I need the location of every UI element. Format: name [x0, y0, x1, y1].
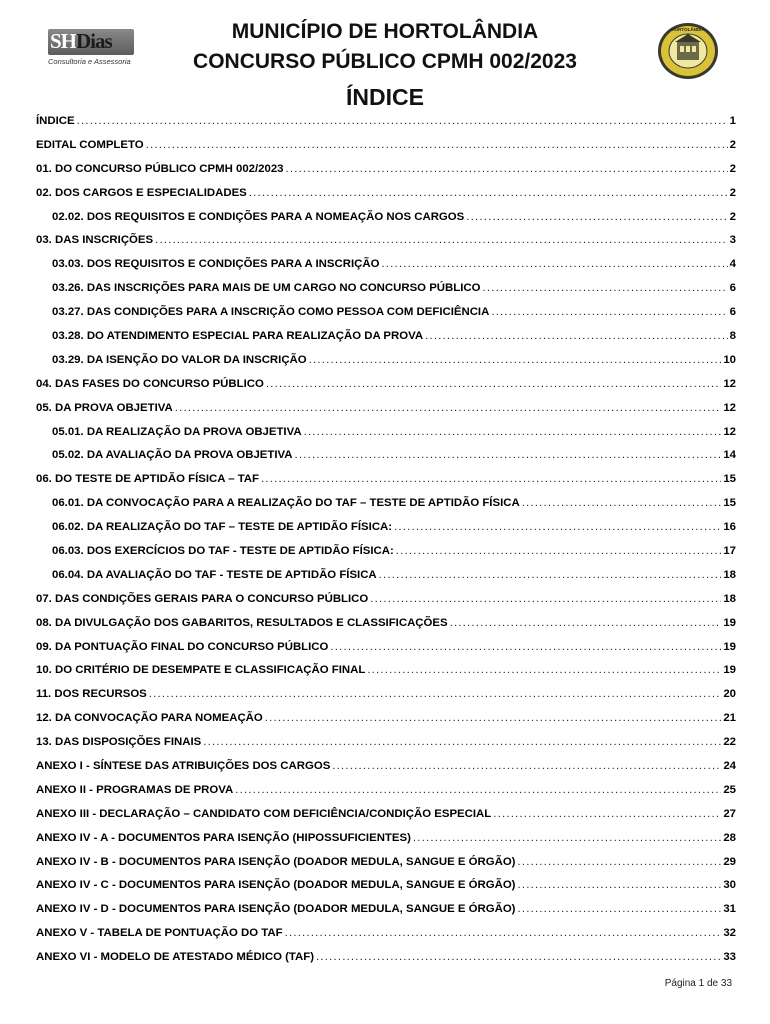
toc-entry[interactable] [36, 658, 736, 682]
toc-entry-label: ANEXO V - TABELA DE PONTUAÇÃO DO TAF [36, 927, 283, 940]
toc-entry-label: ÍNDICE [36, 114, 75, 127]
toc-dot-leader [316, 951, 721, 963]
toc-entry-label: 03. DAS INSCRIÇÕES [36, 234, 154, 247]
toc-entry-label: ANEXO VI - MODELO DE ATESTADO MÉDICO (TAF) [36, 951, 315, 964]
toc-entry-label: 01. DO CONCURSO PÚBLICO CPMH 002/2023 [36, 162, 284, 175]
toc-entry[interactable] [36, 778, 736, 802]
toc-entry[interactable] [36, 443, 736, 467]
table-of-contents [36, 109, 736, 969]
toc-entry[interactable] [36, 921, 736, 945]
toc-entry-page: 31 [723, 903, 736, 916]
seal-text: HORTOLÂNDIA [671, 27, 705, 32]
toc-entry[interactable] [36, 467, 736, 491]
toc-entry[interactable] [36, 635, 736, 659]
toc-entry[interactable] [36, 515, 736, 539]
toc-dot-leader [309, 354, 722, 366]
page-header [0, 0, 770, 120]
toc-entry-label: ANEXO IV - D - DOCUMENTOS PARA ISENÇÃO (DOADOR MEDULA, SANGUE E ÓRGÃO) [36, 903, 516, 916]
toc-dot-leader [482, 282, 727, 294]
toc-entry-label: 03.29. DA ISENÇÃO DO VALOR DA INSCRIÇÃO [52, 353, 307, 366]
page-number: Página 1 de 33 [664, 978, 732, 989]
toc-entry-label: 03.03. DOS REQUISITOS E CONDIÇÕES PARA A INSCRIÇÃO [52, 258, 380, 271]
toc-entry[interactable] [36, 945, 736, 969]
toc-dot-leader [146, 139, 728, 151]
toc-dot-leader [304, 426, 722, 438]
toc-dot-leader [517, 856, 721, 868]
toc-entry[interactable] [36, 372, 736, 396]
toc-dot-leader [379, 569, 722, 581]
toc-entry-label: 08. DA DIVULGAÇÃO DOS GABARITOS, RESULTADOS E CLASSIFICAÇÕES [36, 616, 448, 629]
toc-entry-page: 15 [723, 497, 736, 510]
toc-entry-page: 30 [723, 879, 736, 892]
toc-entry-label: 06.01. DA CONVOCAÇÃO PARA A REALIZAÇÃO DO TAF – TESTE DE APTIDÃO FÍSICA [52, 497, 520, 510]
toc-entry-label: 09. DA PONTUAÇÃO FINAL DO CONCURSO PÚBLICO [36, 640, 329, 653]
toc-entry-page: 29 [723, 855, 736, 868]
toc-entry-page: 14 [723, 449, 736, 462]
toc-dot-leader [285, 927, 722, 939]
toc-entry-label: 06.03. DOS EXERCÍCIOS DO TAF - TESTE DE APTIDÃO FÍSICA: [52, 544, 394, 557]
toc-entry[interactable] [36, 276, 736, 300]
toc-entry-label: ANEXO IV - C - DOCUMENTOS PARA ISENÇÃO (DOADOR MEDULA, SANGUE E ÓRGÃO) [36, 879, 516, 892]
toc-entry[interactable] [36, 157, 736, 181]
toc-entry[interactable] [36, 587, 736, 611]
toc-entry-label: ANEXO IV - B - DOCUMENTOS PARA ISENÇÃO (DOADOR MEDULA, SANGUE E ÓRGÃO) [36, 855, 516, 868]
toc-dot-leader [295, 449, 722, 461]
toc-entry-label: ANEXO III - DECLARAÇÃO – CANDIDATO COM DEFICIÊNCIA/CONDIÇÃO ESPECIAL [36, 807, 492, 820]
toc-dot-leader [330, 641, 721, 653]
toc-entry[interactable] [36, 897, 736, 921]
toc-entry[interactable] [36, 181, 736, 205]
toc-entry-label: 05. DA PROVA OBJETIVA [36, 401, 173, 414]
toc-entry-page: 12 [723, 401, 736, 414]
toc-dot-leader [381, 258, 727, 270]
toc-dot-leader [396, 545, 722, 557]
toc-entry[interactable] [36, 133, 736, 157]
toc-dot-leader [522, 497, 722, 509]
toc-dot-leader [367, 664, 721, 676]
toc-entry[interactable] [36, 802, 736, 826]
document-title-municipality: MUNICÍPIO DE HORTOLÂNDIA [231, 20, 539, 43]
toc-entry-label: 12. DA CONVOCAÇÃO PARA NOMEAÇÃO [36, 712, 263, 725]
toc-entry-label: EDITAL COMPLETO [36, 138, 144, 151]
toc-entry[interactable] [36, 252, 736, 276]
toc-entry[interactable] [36, 563, 736, 587]
toc-entry[interactable] [36, 396, 736, 420]
toc-entry[interactable] [36, 754, 736, 778]
toc-entry[interactable] [36, 109, 736, 133]
toc-entry-page: 33 [723, 951, 736, 964]
toc-dot-leader [175, 402, 722, 414]
toc-entry[interactable] [36, 706, 736, 730]
toc-entry-page: 8 [729, 329, 736, 342]
toc-dot-leader [155, 234, 728, 246]
toc-entry-page: 25 [723, 783, 736, 796]
toc-entry-page: 19 [723, 664, 736, 677]
toc-dot-leader [466, 211, 727, 223]
toc-dot-leader [425, 330, 728, 342]
toc-dot-leader [491, 306, 727, 318]
toc-entry-label: 06.02. DA REALIZAÇÃO DO TAF – TESTE DE APTIDÃO FÍSICA: [52, 521, 393, 534]
logo-tagline: Consultoria e Assessoria [48, 57, 131, 66]
toc-entry-page: 2 [729, 162, 736, 175]
toc-entry-label: 04. DAS FASES DO CONCURSO PÚBLICO [36, 377, 264, 390]
toc-entry-page: 1 [729, 114, 736, 127]
toc-entry-page: 22 [723, 736, 736, 749]
logo-wordmark: SHDias [50, 29, 112, 53]
toc-entry[interactable] [36, 611, 736, 635]
toc-entry[interactable] [36, 491, 736, 515]
toc-entry-page: 10 [723, 353, 736, 366]
toc-dot-leader [286, 163, 728, 175]
toc-dot-leader [450, 617, 722, 629]
toc-dot-leader [394, 521, 721, 533]
toc-entry[interactable] [36, 420, 736, 444]
toc-entry-page: 3 [729, 234, 736, 247]
toc-entry-page: 6 [729, 306, 736, 319]
toc-entry-page: 12 [723, 377, 736, 390]
toc-entry-label: 05.01. DA REALIZAÇÃO DA PROVA OBJETIVA [52, 425, 302, 438]
toc-entry-label: 03.27. DAS CONDIÇÕES PARA A INSCRIÇÃO COMO PESSOA COM DEFICIÊNCIA [52, 306, 490, 319]
toc-entry-page: 28 [723, 831, 736, 844]
municipal-seal-icon [657, 22, 719, 80]
toc-entry-page: 16 [723, 521, 736, 534]
toc-entry-page: 21 [723, 712, 736, 725]
toc-entry-label: 02.02. DOS REQUISITOS E CONDIÇÕES PARA A NOMEAÇÃO NOS CARGOS [52, 210, 465, 223]
toc-dot-leader [235, 784, 721, 796]
toc-dot-leader [370, 593, 721, 605]
toc-entry[interactable] [36, 730, 736, 754]
toc-dot-leader [517, 879, 721, 891]
toc-dot-leader [77, 115, 728, 127]
toc-entry-label: ANEXO IV - A - DOCUMENTOS PARA ISENÇÃO (HIPOSSUFICIENTES) [36, 831, 411, 844]
toc-entry[interactable] [36, 539, 736, 563]
toc-entry-label: 02. DOS CARGOS E ESPECIALIDADES [36, 186, 247, 199]
toc-entry-label: 06. DO TESTE DE APTIDÃO FÍSICA – TAF [36, 473, 259, 486]
toc-entry-page: 6 [729, 282, 736, 295]
toc-entry-page: 32 [723, 927, 736, 940]
toc-entry-page: 24 [723, 759, 736, 772]
document-title-index: ÍNDICE [346, 84, 424, 110]
toc-entry-label: ANEXO I - SÍNTESE DAS ATRIBUIÇÕES DOS CARGOS [36, 759, 331, 772]
toc-entry-page: 12 [723, 425, 736, 438]
toc-entry-label: 10. DO CRITÉRIO DE DESEMPATE E CLASSIFICAÇÃO FINAL [36, 664, 366, 677]
toc-dot-leader [517, 903, 721, 915]
toc-dot-leader [332, 760, 721, 772]
toc-dot-leader [261, 473, 721, 485]
toc-entry-label: 05.02. DA AVALIAÇÃO DA PROVA OBJETIVA [52, 449, 293, 462]
toc-entry-page: 27 [723, 807, 736, 820]
toc-entry[interactable] [36, 348, 736, 372]
toc-entry[interactable] [36, 228, 736, 252]
toc-entry-page: 15 [723, 473, 736, 486]
toc-entry[interactable] [36, 300, 736, 324]
toc-entry-page: 2 [729, 210, 736, 223]
toc-entry[interactable] [36, 324, 736, 348]
toc-dot-leader [413, 832, 721, 844]
toc-entry-label: 07. DAS CONDIÇÕES GERAIS PARA O CONCURSO PÚBLICO [36, 592, 369, 605]
toc-entry-label: 11. DOS RECURSOS [36, 688, 147, 701]
toc-entry-page: 2 [729, 186, 736, 199]
toc-dot-leader [249, 187, 728, 199]
toc-entry-page: 4 [729, 258, 736, 271]
toc-dot-leader [149, 688, 722, 700]
toc-entry-page: 18 [723, 568, 736, 581]
toc-entry[interactable] [36, 682, 736, 706]
toc-entry-page: 2 [729, 138, 736, 151]
toc-entry[interactable] [36, 850, 736, 874]
toc-entry[interactable] [36, 205, 736, 229]
toc-entry-page: 19 [723, 640, 736, 653]
toc-entry[interactable] [36, 826, 736, 850]
toc-entry-page: 18 [723, 592, 736, 605]
toc-entry-page: 17 [723, 544, 736, 557]
toc-entry-label: 03.28. DO ATENDIMENTO ESPECIAL PARA REALIZAÇÃO DA PROVA [52, 329, 424, 342]
toc-entry-page: 20 [723, 688, 736, 701]
toc-entry-label: ANEXO II - PROGRAMAS DE PROVA [36, 783, 234, 796]
toc-dot-leader [493, 808, 721, 820]
toc-dot-leader [203, 736, 721, 748]
document-title-contest: CONCURSO PÚBLICO CPMH 002/2023 [193, 50, 577, 73]
toc-entry-label: 13. DAS DISPOSIÇÕES FINAIS [36, 736, 202, 749]
toc-entry-label: 03.26. DAS INSCRIÇÕES PARA MAIS DE UM CARGO NO CONCURSO PÚBLICO [52, 282, 481, 295]
toc-dot-leader [266, 378, 721, 390]
toc-dot-leader [265, 712, 722, 724]
toc-entry-page: 19 [723, 616, 736, 629]
toc-entry[interactable] [36, 874, 736, 898]
toc-entry-label: 06.04. DA AVALIAÇÃO DO TAF - TESTE DE APTIDÃO FÍSICA [52, 568, 377, 581]
